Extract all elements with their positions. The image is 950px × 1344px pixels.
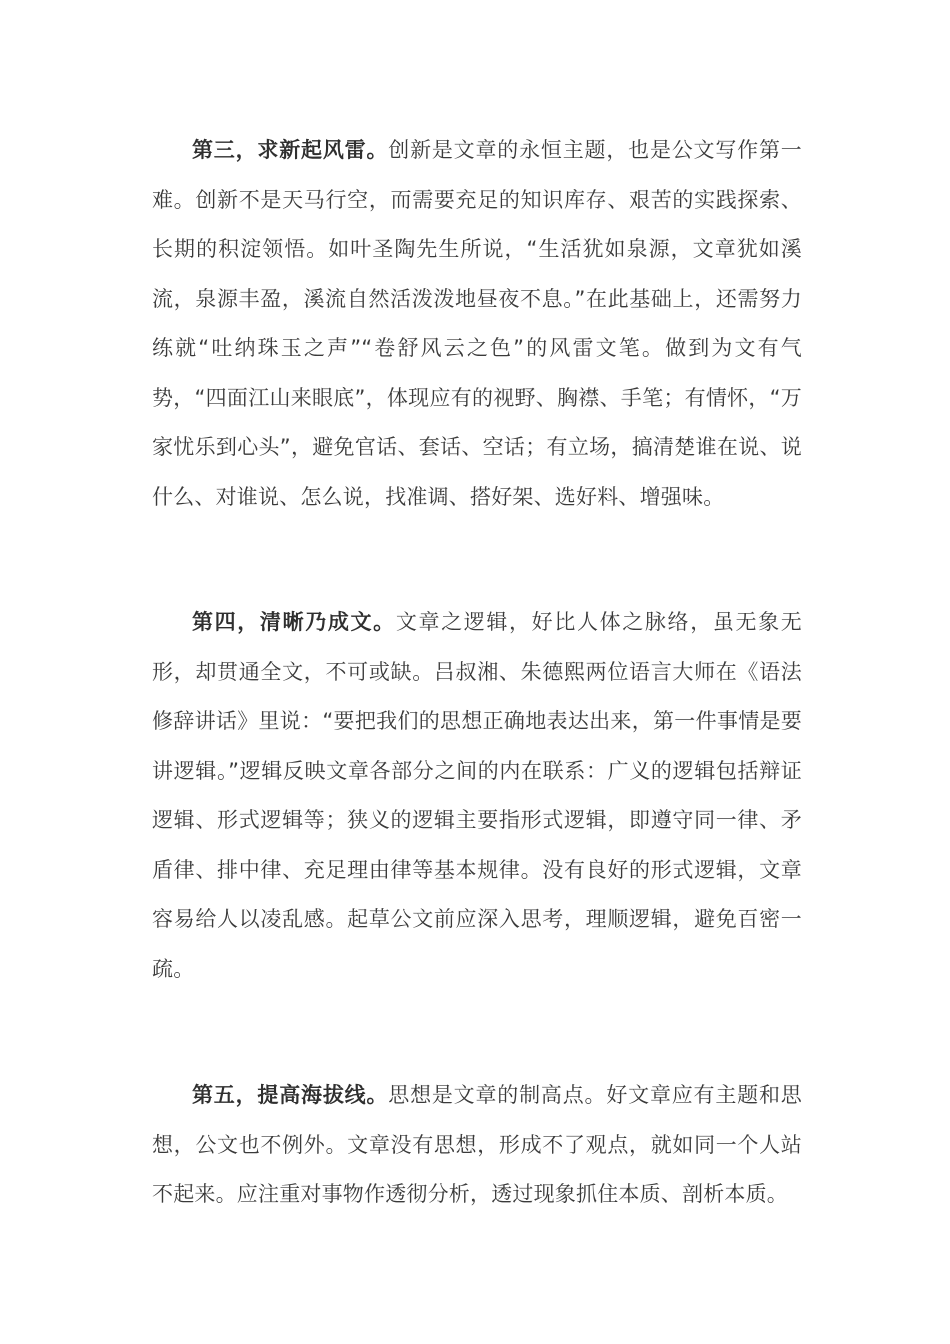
paragraph-body: 思想是文章的制高点。好文章应有主题和思想，公文也不例外。文章没有思想，形成不了观点，就如同一个人站不起来。应注重对事物作透彻分析，透过现象抓住本质、剖析本质。 bbox=[152, 1083, 802, 1206]
paragraph-heading: 第五，提高海拔线。 bbox=[192, 1083, 389, 1107]
paragraph-fifth-point bbox=[152, 1071, 802, 1220]
paragraph-heading: 第四，清晰乃成文。 bbox=[192, 610, 396, 634]
paragraph-body: 文章之逻辑，好比人体之脉络，虽无象无形，却贯通全文，不可或缺。吕叔湘、朱德熙两位语言大师在《语法修辞讲话》里说：“要把我们的思想正确地表达出来，第一件事情是要讲逻辑。”逻辑反映文章各部分之间的内在联系：广义的逻辑包括辩证逻辑、形式逻辑等；狭义的逻辑主要指形式逻辑，即遵守同一律、矛盾律、排中律、充足理由律等基本规律。没有良好的形式逻辑，文章容易给人以凌乱感。起草公文前应深入思考，理顺逻辑，避免百密一疏。 bbox=[152, 610, 802, 981]
paragraph-heading: 第三，求新起风雷。 bbox=[192, 138, 389, 162]
paragraph-third-point bbox=[152, 126, 802, 522]
paragraph-body: 创新是文章的永恒主题，也是公文写作第一难。创新不是天马行空，而需要充足的知识库存、艰苦的实践探索、长期的积淀领悟。如叶圣陶先生所说，“生活犹如泉源，文章犹如溪流，泉源丰盈，溪流自然活泼泼地昼夜不息。”在此基础上，还需努力练就“吐纳珠玉之声”“卷舒风云之色”的风雷文笔。做到为文有气势，“四面江山来眼底”，体现应有的视野、胸襟、手笔；有情怀，“万家忧乐到心头”，避免官话、套话、空话；有立场，搞清楚谁在说、说什么、对谁说、怎么说，找准调、搭好架、选好料、增强味。 bbox=[152, 138, 802, 509]
paragraph-fourth-point bbox=[152, 598, 802, 994]
